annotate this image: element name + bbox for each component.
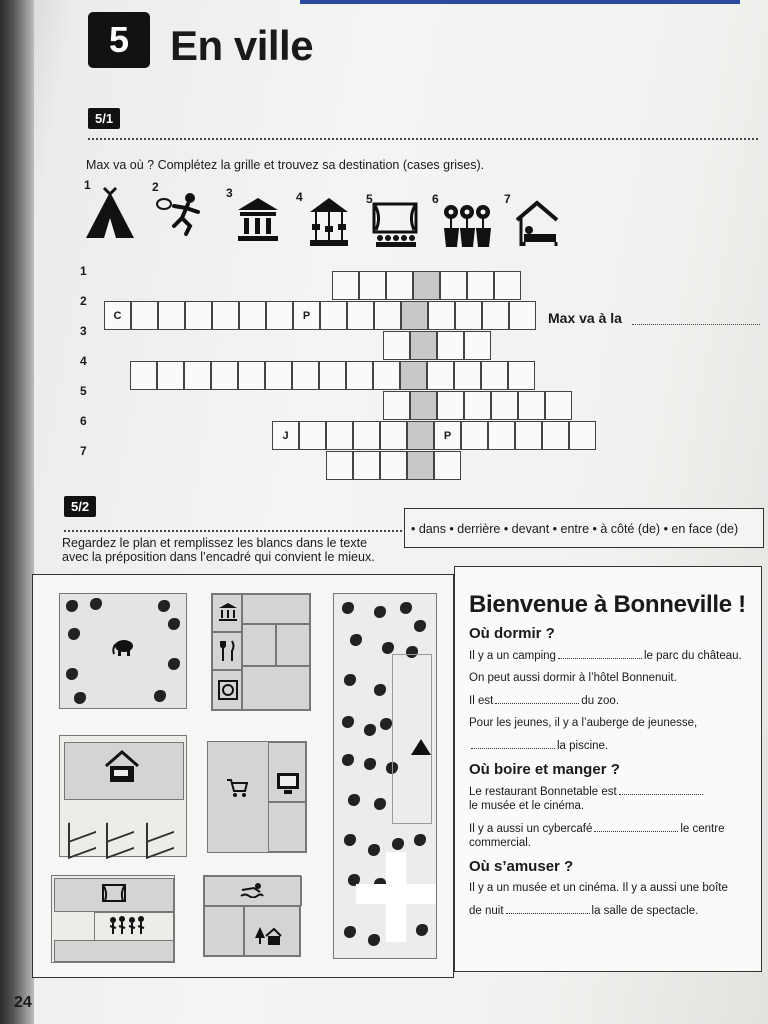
crossword-cell[interactable] bbox=[373, 361, 400, 390]
page-number: 24 bbox=[14, 994, 32, 1011]
crossword-cell[interactable] bbox=[380, 421, 407, 450]
castle-park-block bbox=[333, 593, 437, 959]
sentence: On peut aussi dormir à l’hôtel Bonnenuit. bbox=[469, 672, 677, 684]
crossword-cell[interactable] bbox=[359, 271, 386, 300]
crossword-cell[interactable] bbox=[407, 451, 434, 480]
icon-number: 7 bbox=[504, 192, 511, 206]
answer-blank[interactable] bbox=[558, 648, 642, 659]
icon-number: 4 bbox=[296, 190, 303, 204]
crossword-cell[interactable] bbox=[515, 421, 542, 450]
crossword-cell[interactable] bbox=[569, 421, 596, 450]
sentence: Le restaurant Bonnetable est le musée et le cinéma. bbox=[469, 784, 753, 813]
answer-prompt: Max va à la bbox=[548, 310, 622, 326]
crossword-cell[interactable] bbox=[440, 271, 467, 300]
swimmer-icon bbox=[240, 882, 264, 898]
exercise2-instruction-line1: Regardez le plan et remplissez les blancs dans le texte bbox=[62, 536, 368, 550]
exercise2-instruction-line2: avec la préposition dans l’encadré qui convient le mieux. bbox=[62, 550, 375, 564]
crossword-cell[interactable] bbox=[437, 331, 464, 360]
sentence: la piscine. bbox=[469, 738, 753, 753]
chapter-number: 5 bbox=[88, 12, 150, 68]
crossword-cell[interactable]: J bbox=[272, 421, 299, 450]
text-title: Bienvenue à Bonneville ! bbox=[469, 591, 746, 618]
museum-icon bbox=[236, 196, 280, 242]
row-number: 4 bbox=[80, 354, 87, 368]
crossword-cell[interactable]: P bbox=[434, 421, 461, 450]
crossword-cell[interactable] bbox=[410, 391, 437, 420]
crossword-cell[interactable] bbox=[464, 331, 491, 360]
crossword-cell[interactable] bbox=[542, 421, 569, 450]
crossword-cell[interactable] bbox=[157, 361, 184, 390]
crossword-cell[interactable] bbox=[347, 301, 374, 330]
divider bbox=[64, 530, 402, 532]
crossword-cell[interactable] bbox=[374, 301, 401, 330]
row-number: 6 bbox=[80, 414, 87, 428]
crossword-cell[interactable] bbox=[239, 301, 266, 330]
crossword-cell[interactable] bbox=[401, 301, 428, 330]
crossword-cell[interactable]: P bbox=[293, 301, 320, 330]
exercise-badge-5-2: 5/2 bbox=[64, 496, 96, 517]
crossword-cell[interactable] bbox=[509, 301, 536, 330]
sentence: Pour les jeunes, il y a l’auberge de jeunesse, bbox=[469, 717, 698, 729]
crossword-cell[interactable] bbox=[326, 451, 353, 480]
sentence: de nuit la salle de spectacle. bbox=[469, 905, 699, 917]
icon-number: 3 bbox=[226, 186, 233, 200]
crossword-cell[interactable] bbox=[455, 301, 482, 330]
crossword-cell[interactable] bbox=[386, 271, 413, 300]
icon-number: 2 bbox=[152, 180, 159, 194]
icon-number: 5 bbox=[366, 192, 373, 206]
top-color-bar bbox=[300, 0, 740, 4]
crossword-cell[interactable] bbox=[467, 271, 494, 300]
tent-icon bbox=[84, 186, 136, 240]
camping-tent-icon bbox=[410, 738, 432, 756]
restaurant-icon bbox=[220, 640, 236, 662]
cinema-icon bbox=[218, 680, 238, 700]
crossword-cell[interactable]: C bbox=[104, 301, 131, 330]
crossword-cell[interactable] bbox=[383, 331, 410, 360]
answer-blank[interactable] bbox=[632, 324, 760, 325]
crossword-cell[interactable] bbox=[464, 391, 491, 420]
crossword-cell[interactable] bbox=[491, 391, 518, 420]
crossword-cell[interactable] bbox=[211, 361, 238, 390]
sentence: Il y a aussi un cybercafé le centre commercial. bbox=[469, 823, 725, 849]
crossword-cell[interactable] bbox=[400, 361, 427, 390]
crossword-cell[interactable] bbox=[353, 421, 380, 450]
carousel-icon bbox=[308, 196, 350, 248]
answer-blank[interactable] bbox=[506, 903, 590, 914]
row-number: 5 bbox=[80, 384, 87, 398]
bonneville-text bbox=[454, 566, 762, 972]
sentence: Il est du zoo. bbox=[469, 695, 620, 707]
tennis-player-icon bbox=[154, 192, 208, 236]
answer-blank[interactable] bbox=[619, 784, 703, 795]
exercise1-instruction: Max va où ? Complétez la grille et trouvez sa destination (cases grises). bbox=[86, 158, 485, 172]
crossword-cell[interactable] bbox=[488, 421, 515, 450]
crossword-cell[interactable] bbox=[407, 421, 434, 450]
dancers-icon bbox=[108, 916, 146, 938]
exercise-badge-5-1: 5/1 bbox=[88, 108, 120, 129]
section-heading-eat: Où boire et manger ? bbox=[469, 761, 620, 778]
crossword-cell[interactable] bbox=[131, 301, 158, 330]
crossword-cell[interactable] bbox=[265, 361, 292, 390]
sentence: Il y a un camping le parc du château. bbox=[469, 650, 742, 662]
row-number: 2 bbox=[80, 294, 87, 308]
crossword-cell[interactable] bbox=[413, 271, 440, 300]
pool-hostel-block bbox=[203, 875, 301, 957]
crossword-cell[interactable] bbox=[353, 451, 380, 480]
crossword-cell[interactable] bbox=[481, 361, 508, 390]
icon-number: 1 bbox=[84, 178, 91, 192]
crossword-cell[interactable] bbox=[494, 271, 521, 300]
crossword-cell[interactable] bbox=[383, 391, 410, 420]
hotel-icon bbox=[104, 750, 140, 784]
crossword-cell[interactable] bbox=[454, 361, 481, 390]
section-heading-sleep: Où dormir ? bbox=[469, 625, 555, 642]
theater-nightclub-block bbox=[51, 875, 175, 963]
answer-blank[interactable] bbox=[495, 693, 579, 704]
crossword-cell[interactable] bbox=[380, 451, 407, 480]
crossword-cell[interactable] bbox=[461, 421, 488, 450]
bed-house-icon bbox=[514, 200, 560, 248]
hotel-parking-block bbox=[59, 735, 187, 857]
row-number: 7 bbox=[80, 444, 87, 458]
crossword-cell[interactable] bbox=[320, 301, 347, 330]
crossword-cell[interactable] bbox=[158, 301, 185, 330]
theater-stage-icon bbox=[372, 202, 418, 248]
shopping-cart-icon bbox=[226, 778, 248, 798]
section-heading-fun: Où s’amuser ? bbox=[469, 858, 574, 875]
crossword-cell[interactable] bbox=[518, 391, 545, 420]
sentence: Il y a un musée et un cinéma. Il y a aussi une boîte bbox=[469, 882, 728, 894]
divider bbox=[88, 138, 758, 140]
crossword-cell[interactable] bbox=[319, 361, 346, 390]
crossword-cell[interactable] bbox=[427, 361, 454, 390]
elephant-icon bbox=[112, 638, 134, 656]
crossword-cell[interactable] bbox=[545, 391, 572, 420]
youth-hostel-icon bbox=[254, 926, 282, 946]
computer-icon bbox=[276, 772, 300, 796]
crossword-cell[interactable] bbox=[332, 271, 359, 300]
crossword-cell[interactable] bbox=[410, 331, 437, 360]
answer-blank[interactable] bbox=[471, 738, 555, 749]
crossword-cell[interactable] bbox=[185, 301, 212, 330]
preposition-box: • dans • derrière • devant • entre • à côté (de) • en face (de) bbox=[404, 508, 764, 548]
crossword-cell[interactable] bbox=[184, 361, 211, 390]
stage-icon bbox=[102, 884, 126, 904]
row-number: 1 bbox=[80, 264, 87, 278]
museum-restaurant-block bbox=[211, 593, 311, 711]
book-spine bbox=[0, 0, 34, 1024]
row-number: 3 bbox=[80, 324, 87, 338]
park-zoo-block bbox=[59, 593, 187, 709]
crossword-cell[interactable] bbox=[346, 361, 373, 390]
crossword-cell[interactable] bbox=[326, 421, 353, 450]
crossword-cell[interactable] bbox=[212, 301, 239, 330]
answer-blank[interactable] bbox=[594, 821, 678, 832]
crossword-cell[interactable] bbox=[434, 451, 461, 480]
icon-number: 6 bbox=[432, 192, 439, 206]
crossword-cell[interactable] bbox=[238, 361, 265, 390]
shopping-cybercafe-block bbox=[207, 741, 307, 853]
crossword-cell[interactable] bbox=[292, 361, 319, 390]
crossword-cell[interactable] bbox=[299, 421, 326, 450]
crossword-cell[interactable] bbox=[130, 361, 157, 390]
chapter-title: En ville bbox=[170, 22, 314, 69]
crossword-cell[interactable] bbox=[508, 361, 535, 390]
town-map bbox=[32, 574, 454, 978]
museum-icon bbox=[218, 602, 238, 622]
crossword-cell[interactable] bbox=[266, 301, 293, 330]
crossword-cell[interactable] bbox=[437, 391, 464, 420]
crossword-cell[interactable] bbox=[482, 301, 509, 330]
flower-pots-icon bbox=[442, 204, 492, 248]
crossword-cell[interactable] bbox=[428, 301, 455, 330]
